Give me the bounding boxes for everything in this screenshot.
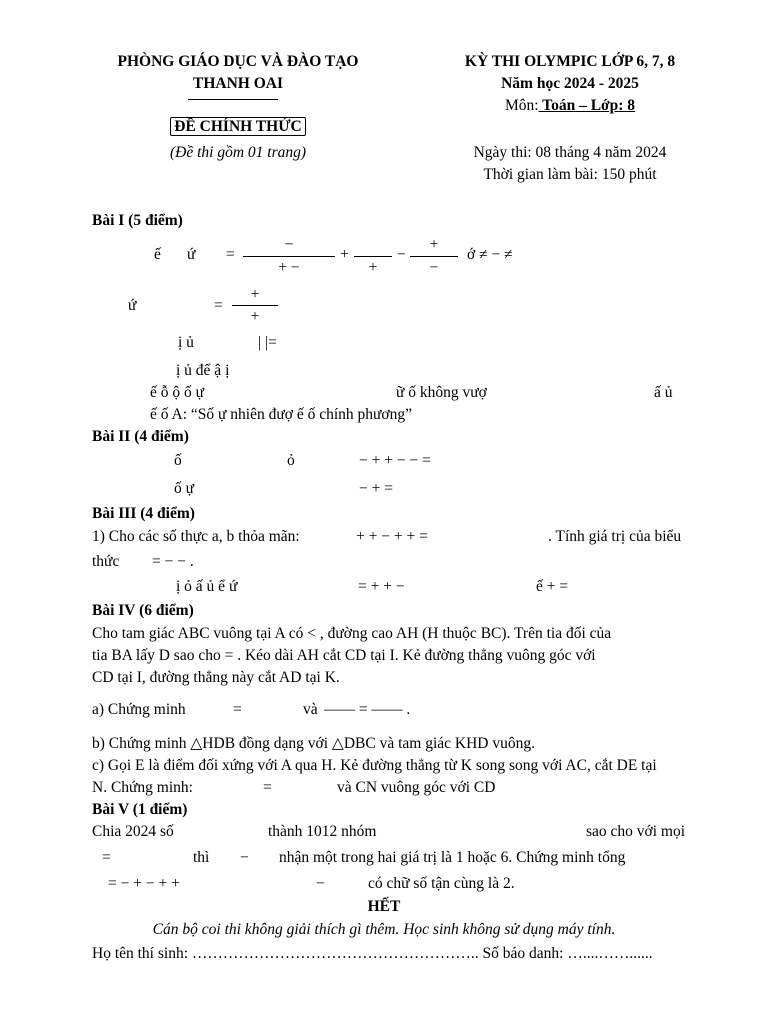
bai1-l1-b: ứ (187, 246, 196, 263)
bai3-l2-a: thức (92, 553, 120, 570)
pages-note: (Đề thi gồm 01 trang) (169, 144, 307, 161)
exam-title: KỲ THI OLYMPIC LỚP 6, 7, 8 (464, 53, 676, 70)
bai1-frac1-num: − (284, 236, 294, 253)
subject-prefix: Môn: (504, 97, 539, 114)
bai1-l3-abs: | |= (258, 334, 277, 351)
bai3-l3-b: = + + − (358, 578, 405, 595)
bai5-l2-d: nhận một trong hai giá trị là 1 hoặc 6. Chứng minh tổng (279, 849, 626, 866)
bai2-l2-b: − + = (359, 480, 393, 497)
candidate-line: Họ tên thí sinh: ……………………………………………….. Số báo danh: …....……...... (92, 945, 653, 962)
bai1-l6: ế ố A: “Số ự nhiên đượ ế ố chính phương” (150, 406, 413, 423)
bai1-l2-a: ứ (128, 297, 137, 314)
bai3-l3-a: ị ỏ ấ ủ ể ứ (176, 578, 238, 595)
bai1-l5-c: ấ ủ (654, 384, 673, 401)
bai4-a-frac: —— = —— . (324, 701, 411, 718)
bai1-frac1-den: + − (278, 259, 300, 276)
bai4-c1: c) Gọi E là điểm đối xứng với A qua H. Kẻ đường thẳng từ K song song với AC, cắt DE tại (92, 757, 657, 774)
bai5-heading: Bài V (1 điểm) (92, 801, 188, 818)
bai1-l1-cond: ớ ≠ − ≠ (467, 246, 513, 263)
bai1-l4: ị ủ để ậ ị (176, 362, 230, 379)
bai5-l1-a: Chia 2024 số (92, 823, 174, 840)
bai4-a-prefix: a) Chứng minh (92, 701, 186, 718)
bai2-l1-c: − + + − − = (359, 452, 431, 469)
bai4-a-and: và (303, 701, 318, 718)
bai1-frac2-bar (354, 256, 392, 257)
official-label (100, 118, 376, 136)
subject-line (420, 97, 720, 115)
bai1-l5-a: ế ỗ ộ ố ự (150, 384, 205, 401)
end-marker: HẾT (367, 898, 401, 915)
bai2-l2-a: ố ự (174, 480, 195, 497)
bai5-l3-b: − (316, 875, 325, 892)
bai2-l1-a: ố (174, 452, 182, 469)
school-year: Năm học 2024 - 2025 (501, 75, 639, 92)
header-department: PHÒNG GIÁO DỤC VÀ ĐÀO TẠO (117, 53, 359, 70)
footer-note: Cán bộ coi thi không giải thích gì thêm. Học sinh không sử dụng máy tính. (152, 921, 616, 938)
official-label-text: ĐỀ CHÍNH THỨC (170, 117, 305, 136)
bai1-frac2-den: + (368, 259, 378, 276)
bai1-l1-minus: − (397, 246, 406, 263)
bai1-l2-bar (232, 305, 278, 306)
bai1-l3: ị ủ (178, 334, 194, 351)
bai1-l2-den: + (250, 308, 260, 325)
bai1-heading: Bài I (5 điểm) (92, 212, 183, 229)
bai2-l1-b: ỏ (287, 452, 295, 469)
bai4-c2-a: N. Chứng minh: (92, 779, 193, 796)
bai4-p1: Cho tam giác ABC vuông tại A có < , đường cao AH (H thuộc BC). Trên tia đối của (92, 625, 612, 642)
bai3-l1-b: + + − + + = (356, 528, 428, 545)
bai5-l3-a: = − + − + + (108, 875, 180, 892)
bai5-l2-c: − (240, 849, 249, 866)
bai1-frac3-num: + (429, 236, 439, 253)
bai4-c2-c: và CN vuông góc với CD (337, 779, 496, 796)
header-district: THANH OAI (193, 75, 283, 92)
bai5-l2-a: = (102, 849, 111, 866)
bai3-l1-c: . Tính giá trị của biểu (548, 528, 682, 545)
bai1-l2-eq: = (214, 297, 223, 314)
exam-duration: Thời gian làm bài: 150 phút (483, 166, 657, 183)
subject-value: Toán – Lớp: 8 (538, 97, 636, 114)
bai4-heading: Bài IV (6 điểm) (92, 602, 194, 619)
bai4-a-eq: = (233, 701, 242, 718)
bai1-l2-num: + (250, 286, 260, 303)
exam-date: Ngày thi: 08 tháng 4 năm 2024 (473, 144, 667, 161)
bai3-l1-a: 1) Cho các số thực a, b thỏa mãn: (92, 528, 300, 545)
bai1-frac1-bar (243, 256, 335, 257)
bai2-heading: Bài II (4 điểm) (92, 428, 189, 445)
bai3-heading: Bài III (4 điểm) (92, 505, 195, 522)
bai1-l1-plus: + (340, 246, 349, 263)
bai3-l3-c: ế + = (536, 578, 569, 595)
bai1-l1-eq: = (226, 246, 235, 263)
bai5-l3-c: có chữ số tận cùng là 2. (368, 875, 515, 892)
bai3-l2-b: = − − . (152, 553, 194, 570)
bai5-l1-b: thành 1012 nhóm (268, 823, 377, 840)
bai1-l1-a: ế (154, 246, 161, 263)
bai4-b: b) Chứng minh △HDB đồng dạng với △DBC và tam giác KHD vuông. (92, 735, 535, 752)
bai5-l1-c: sao cho với mọi (586, 823, 686, 840)
bai1-frac3-den: − (429, 259, 439, 276)
header-underline (188, 99, 278, 100)
bai1-l5-b: ữ ố không vượ (396, 384, 487, 401)
bai4-p3: CD tại I, đường thẳng này cắt AD tại K. (92, 669, 340, 686)
bai4-c2-b: = (263, 779, 272, 796)
bai5-l2-b: thì (193, 849, 210, 866)
bai4-p2: tia BA lấy D sao cho = . Kéo dài AH cắt CD tại I. Kẻ đường thẳng vuông góc với (92, 647, 596, 664)
bai1-frac3-bar (410, 256, 458, 257)
